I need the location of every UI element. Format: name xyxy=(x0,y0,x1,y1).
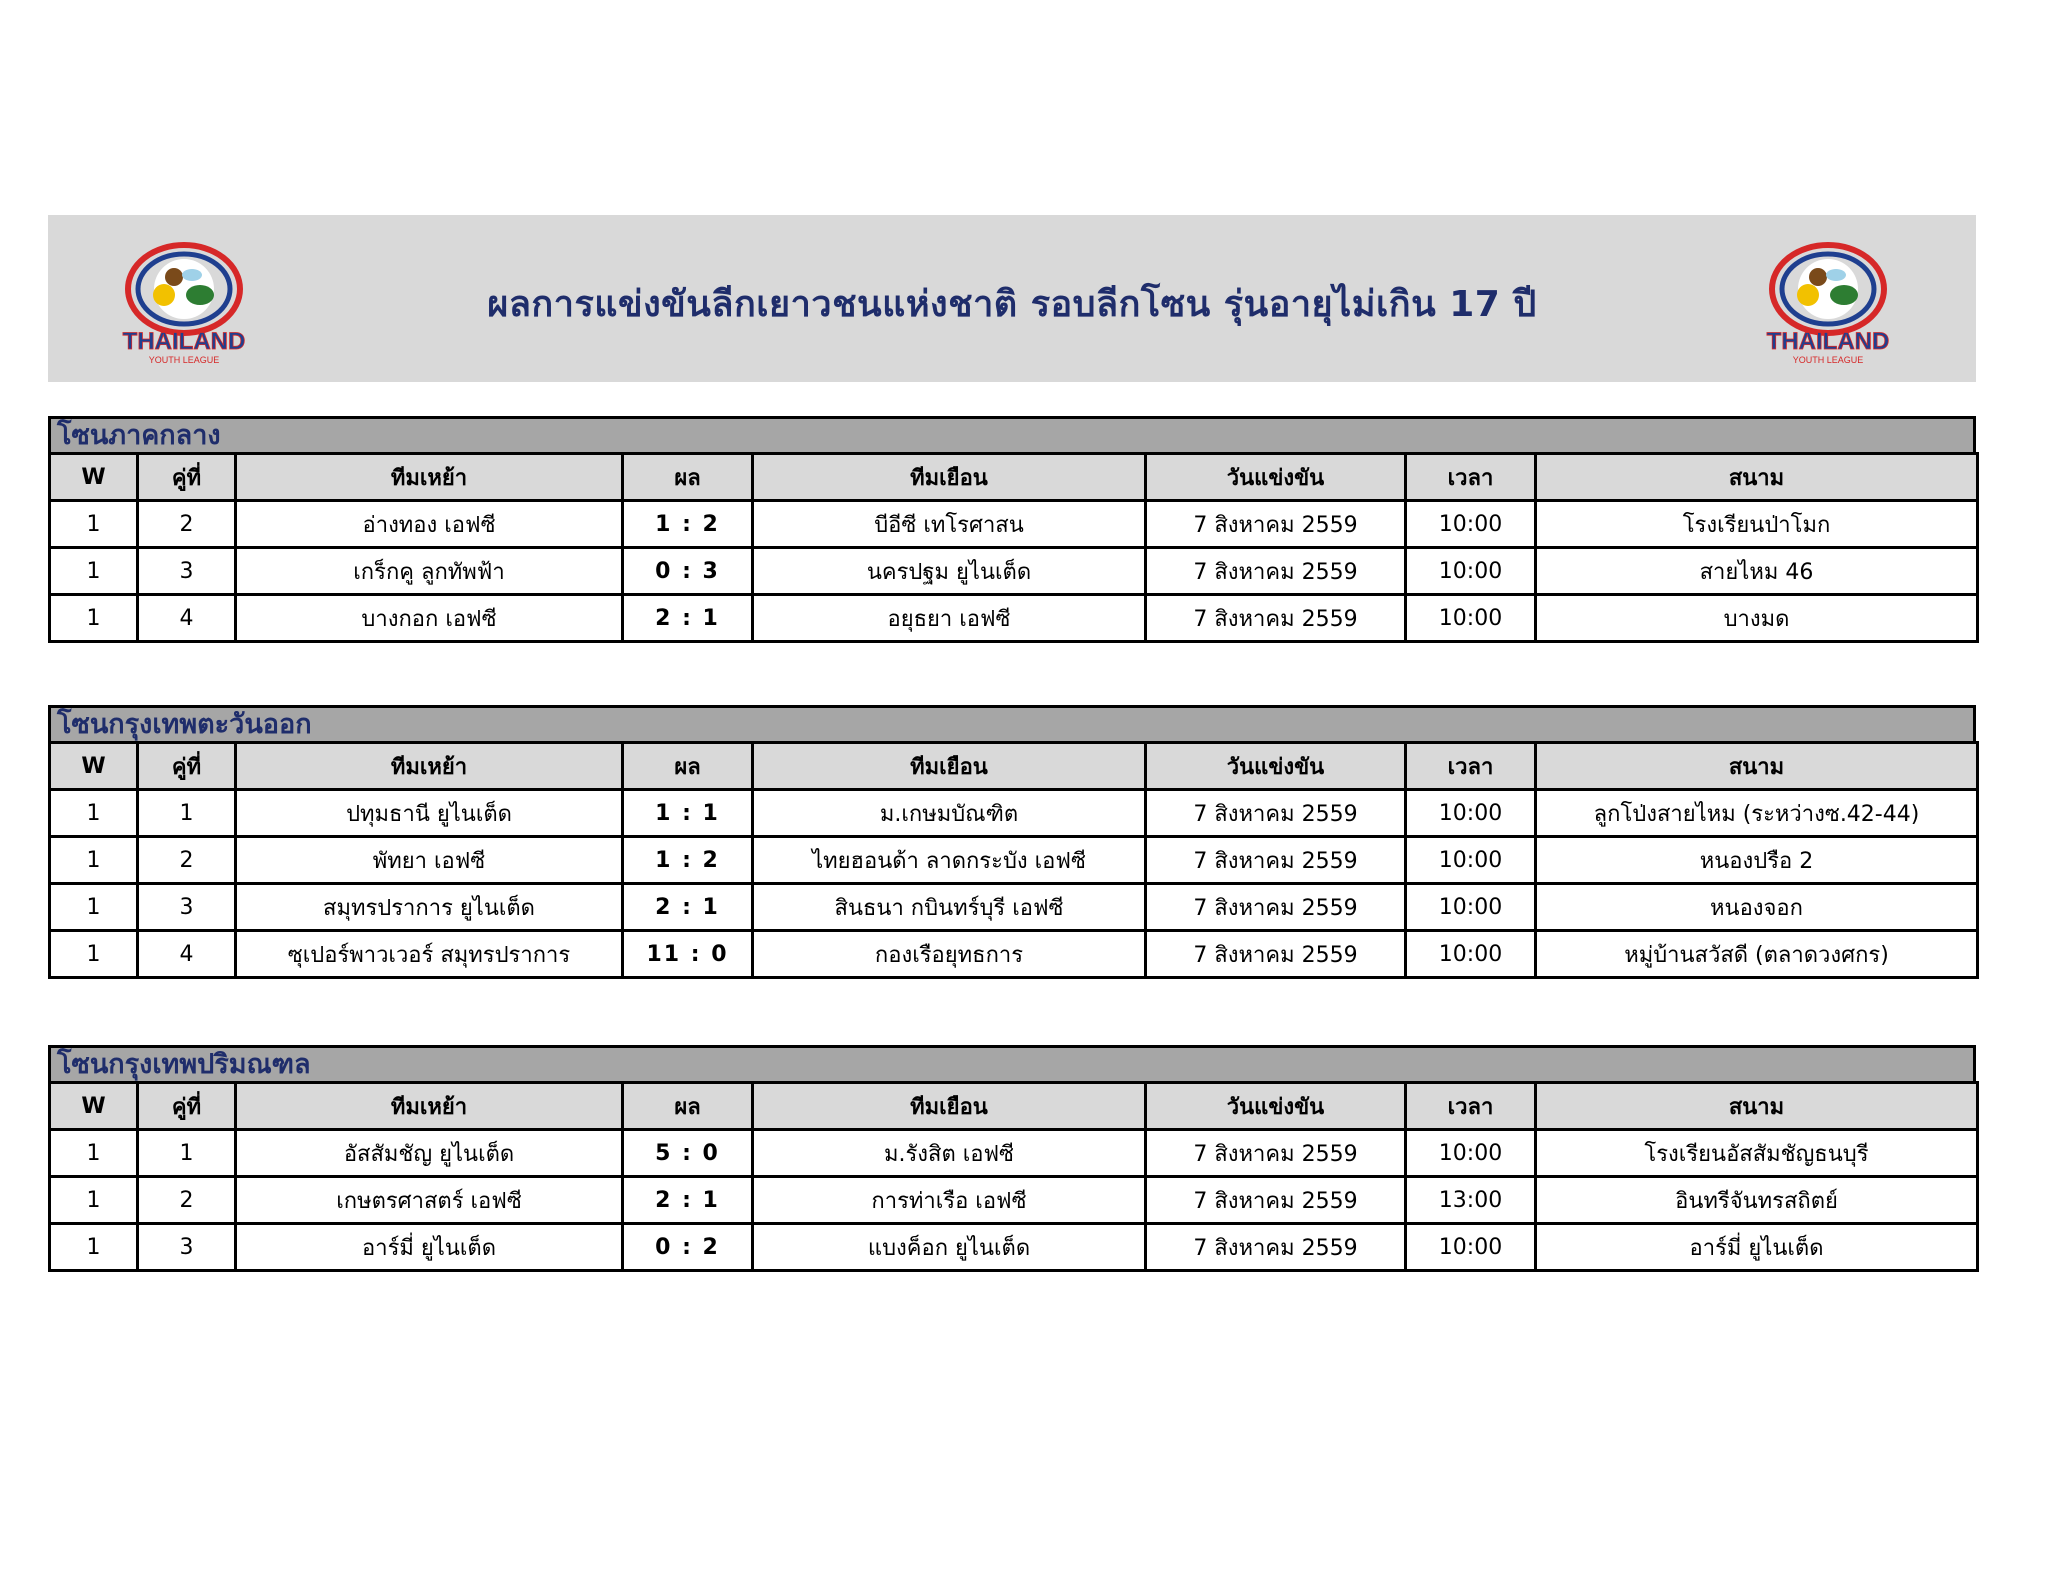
column-header: วันแข่งขัน xyxy=(1146,454,1406,501)
pair-cell: 4 xyxy=(138,931,236,978)
date-cell: 7 สิงหาคม 2559 xyxy=(1146,595,1406,642)
svg-text:THAILAND: THAILAND xyxy=(1766,328,1890,355)
time-cell: 10:00 xyxy=(1406,1224,1536,1271)
pair-cell: 2 xyxy=(138,1177,236,1224)
column-header: สนาม xyxy=(1536,1083,1978,1130)
date-cell: 7 สิงหาคม 2559 xyxy=(1146,1130,1406,1177)
column-header: W xyxy=(50,743,138,790)
score-cell: 2 : 1 xyxy=(623,1177,753,1224)
venue-cell: หนองปรือ 2 xyxy=(1536,837,1978,884)
w-cell: 1 xyxy=(50,790,138,837)
column-header: คู่ที่ xyxy=(138,454,236,501)
away-team-cell: ม.รังสิต เอฟซี xyxy=(753,1130,1146,1177)
home-team-cell: อัสสัมชัญ ยูไนเต็ด xyxy=(236,1130,623,1177)
venue-cell: โรงเรียนป่าโมก xyxy=(1536,501,1978,548)
away-team-cell: ไทยฮอนด้า ลาดกระบัง เอฟซี xyxy=(753,837,1146,884)
w-cell: 1 xyxy=(50,1177,138,1224)
page-title: ผลการแข่งขันลีกเยาวชนแห่งชาติ รอบลีกโซน รุ่นอายุไม่เกิน 17 ปี xyxy=(487,284,1537,325)
column-header: W xyxy=(50,1083,138,1130)
date-cell: 7 สิงหาคม 2559 xyxy=(1146,790,1406,837)
pair-cell: 4 xyxy=(138,595,236,642)
w-cell: 1 xyxy=(50,1224,138,1271)
time-cell: 10:00 xyxy=(1406,884,1536,931)
time-cell: 10:00 xyxy=(1406,931,1536,978)
table-header-row xyxy=(50,1083,1978,1130)
column-header: ผล xyxy=(623,1083,753,1130)
away-team-cell: การท่าเรือ เอฟซี xyxy=(753,1177,1146,1224)
svg-text:YOUTH LEAGUE: YOUTH LEAGUE xyxy=(1792,355,1864,365)
score-cell: 2 : 1 xyxy=(623,884,753,931)
home-team-cell: ซุเปอร์พาวเวอร์ สมุทรปราการ xyxy=(236,931,623,978)
column-header: ทีมเหย้า xyxy=(236,1083,623,1130)
svg-text:THAILAND: THAILAND xyxy=(122,328,246,355)
thailand-youth-league-logo xyxy=(1748,237,1908,367)
table-row xyxy=(50,931,1978,978)
venue-cell: หนองจอก xyxy=(1536,884,1978,931)
score-cell: 0 : 2 xyxy=(623,1224,753,1271)
away-team-cell: บีอีซี เทโรศาสน xyxy=(753,501,1146,548)
zone-section xyxy=(48,705,1976,979)
column-header: ทีมเหย้า xyxy=(236,743,623,790)
table-header-row xyxy=(50,454,1978,501)
away-team-cell: กองเรือยุทธการ xyxy=(753,931,1146,978)
pair-cell: 3 xyxy=(138,1224,236,1271)
venue-cell: บางมด xyxy=(1536,595,1978,642)
time-cell: 13:00 xyxy=(1406,1177,1536,1224)
column-header: วันแข่งขัน xyxy=(1146,1083,1406,1130)
date-cell: 7 สิงหาคม 2559 xyxy=(1146,1224,1406,1271)
date-cell: 7 สิงหาคม 2559 xyxy=(1146,548,1406,595)
home-team-cell: ปทุมธานี ยูไนเต็ด xyxy=(236,790,623,837)
date-cell: 7 สิงหาคม 2559 xyxy=(1146,837,1406,884)
date-cell: 7 สิงหาคม 2559 xyxy=(1146,931,1406,978)
home-team-cell: สมุทรปราการ ยูไนเต็ด xyxy=(236,884,623,931)
home-team-cell: พัทยา เอฟซี xyxy=(236,837,623,884)
time-cell: 10:00 xyxy=(1406,595,1536,642)
home-team-cell: เกษตรศาสตร์ เอฟซี xyxy=(236,1177,623,1224)
svg-text:YOUTH LEAGUE: YOUTH LEAGUE xyxy=(148,355,220,365)
column-header: สนาม xyxy=(1536,743,1978,790)
column-header: เวลา xyxy=(1406,1083,1536,1130)
pair-cell: 1 xyxy=(138,1130,236,1177)
pair-cell: 3 xyxy=(138,548,236,595)
column-header: สนาม xyxy=(1536,454,1978,501)
zone-title: โซนกรุงเทพตะวันออก xyxy=(48,705,1976,741)
pair-cell: 1 xyxy=(138,790,236,837)
zone-title: โซนภาคกลาง xyxy=(48,416,1976,452)
w-cell: 1 xyxy=(50,837,138,884)
away-team-cell: ม.เกษมบัณฑิต xyxy=(753,790,1146,837)
venue-cell: อินทรีจันทรสถิตย์ xyxy=(1536,1177,1978,1224)
score-cell: 0 : 3 xyxy=(623,548,753,595)
table-row xyxy=(50,548,1978,595)
header-banner xyxy=(48,215,1976,382)
venue-cell: ลูกโป่งสายไหม (ระหว่างซ.42-44) xyxy=(1536,790,1978,837)
time-cell: 10:00 xyxy=(1406,501,1536,548)
column-header: ผล xyxy=(623,743,753,790)
away-team-cell: สินธนา กบินทร์บุรี เอฟซี xyxy=(753,884,1146,931)
column-header: ทีมเยือน xyxy=(753,454,1146,501)
home-team-cell: อาร์มี่ ยูไนเต็ด xyxy=(236,1224,623,1271)
table-row xyxy=(50,1224,1978,1271)
time-cell: 10:00 xyxy=(1406,790,1536,837)
venue-cell: อาร์มี่ ยูไนเต็ด xyxy=(1536,1224,1978,1271)
table-row xyxy=(50,1177,1978,1224)
w-cell: 1 xyxy=(50,1130,138,1177)
score-cell: 2 : 1 xyxy=(623,595,753,642)
home-team-cell: เกร็กคู ลูกทัพฟ้า xyxy=(236,548,623,595)
score-cell: 1 : 1 xyxy=(623,790,753,837)
w-cell: 1 xyxy=(50,884,138,931)
results-table xyxy=(48,741,1979,979)
table-header-row xyxy=(50,743,1978,790)
column-header: ทีมเหย้า xyxy=(236,454,623,501)
w-cell: 1 xyxy=(50,931,138,978)
venue-cell: สายไหม 46 xyxy=(1536,548,1978,595)
score-cell: 1 : 2 xyxy=(623,501,753,548)
zone-section xyxy=(48,416,1976,643)
venue-cell: โรงเรียนอัสสัมชัญธนบุรี xyxy=(1536,1130,1978,1177)
time-cell: 10:00 xyxy=(1406,548,1536,595)
column-header: ทีมเยือน xyxy=(753,1083,1146,1130)
w-cell: 1 xyxy=(50,548,138,595)
w-cell: 1 xyxy=(50,501,138,548)
column-header: W xyxy=(50,454,138,501)
zone-title: โซนกรุงเทพปริมณฑล xyxy=(48,1045,1976,1081)
column-header: วันแข่งขัน xyxy=(1146,743,1406,790)
pair-cell: 2 xyxy=(138,837,236,884)
table-row xyxy=(50,837,1978,884)
table-row xyxy=(50,595,1978,642)
column-header: เวลา xyxy=(1406,743,1536,790)
venue-cell: หมู่บ้านสวัสดี (ตลาดวงศกร) xyxy=(1536,931,1978,978)
zone-section xyxy=(48,1045,1976,1272)
away-team-cell: นครปฐม ยูไนเต็ด xyxy=(753,548,1146,595)
date-cell: 7 สิงหาคม 2559 xyxy=(1146,884,1406,931)
time-cell: 10:00 xyxy=(1406,1130,1536,1177)
home-team-cell: อ่างทอง เอฟซี xyxy=(236,501,623,548)
score-cell: 11 : 0 xyxy=(623,931,753,978)
pair-cell: 3 xyxy=(138,884,236,931)
pair-cell: 2 xyxy=(138,501,236,548)
column-header: ทีมเยือน xyxy=(753,743,1146,790)
date-cell: 7 สิงหาคม 2559 xyxy=(1146,501,1406,548)
results-table xyxy=(48,1081,1979,1272)
score-cell: 1 : 2 xyxy=(623,837,753,884)
column-header: คู่ที่ xyxy=(138,743,236,790)
score-cell: 5 : 0 xyxy=(623,1130,753,1177)
away-team-cell: แบงค็อก ยูไนเต็ด xyxy=(753,1224,1146,1271)
table-row xyxy=(50,501,1978,548)
table-row xyxy=(50,884,1978,931)
home-team-cell: บางกอก เอฟซี xyxy=(236,595,623,642)
results-table xyxy=(48,452,1979,643)
column-header: ผล xyxy=(623,454,753,501)
column-header: เวลา xyxy=(1406,454,1536,501)
table-row xyxy=(50,1130,1978,1177)
date-cell: 7 สิงหาคม 2559 xyxy=(1146,1177,1406,1224)
w-cell: 1 xyxy=(50,595,138,642)
table-row xyxy=(50,790,1978,837)
time-cell: 10:00 xyxy=(1406,837,1536,884)
away-team-cell: อยุธยา เอฟซี xyxy=(753,595,1146,642)
column-header: คู่ที่ xyxy=(138,1083,236,1130)
